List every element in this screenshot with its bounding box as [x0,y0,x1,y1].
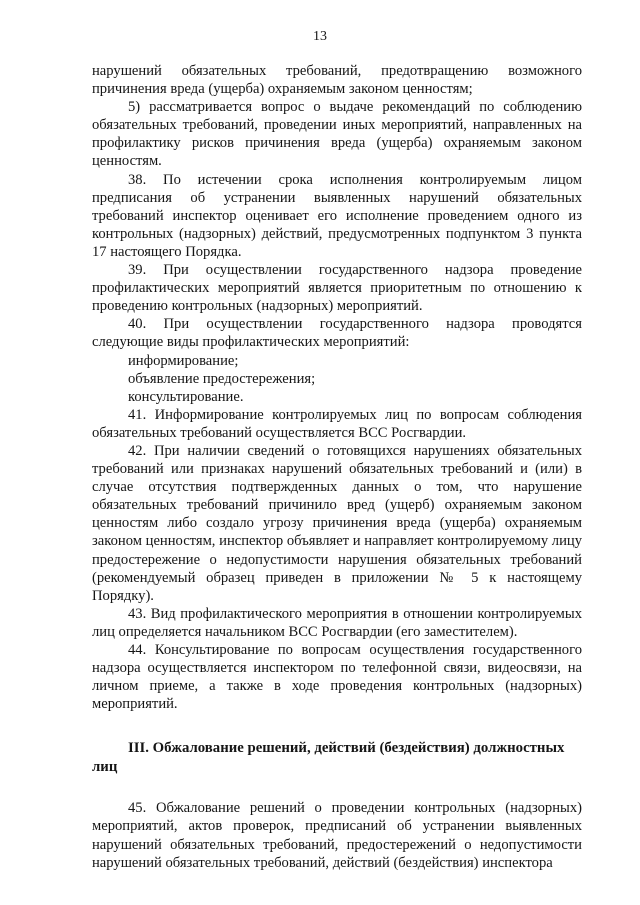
page-number: 13 [313,29,327,44]
paragraph-38: 38. По истечении срока исполнения контролируемым лицом предписания об устранении выявленных нарушений обязательных требований инспектор оценивает его исполнение проведением одного из контрольных (надзорных) действий, предусмотренных подпунктом 3 пункта 17 настоящего Порядка. [92,171,582,260]
list-item-warning: объявление предостережения; [128,370,316,387]
section-heading: III. Обжалование решений, действий (бездействия) должностных лиц [92,740,565,775]
paragraph-41: 41. Информирование контролируемых лиц по вопросам соблюдения обязательных требований осуществляется ВСС Росгвардии. [92,406,582,441]
paragraph-item-5: 5) рассматривается вопрос о выдаче рекомендаций по соблюдению обязательных требований, проведении иных мероприятий, направленных на профилактику рисков причинения вреда (ущерба) охраняемым законом ценностям. [92,99,582,170]
paragraph-continuation: нарушений обязательных требований, предотвращению возможного причинения вреда (ущерба) охраняемым законом ценностям; [92,63,582,98]
paragraph-43: 43. Вид профилактического мероприятия в отношении контролируемых лиц определяется начальником ВСС Росгвардии (его заместителем). [92,605,582,640]
paragraph-44: 44. Консультирование по вопросам осуществления государственного надзора осуществляется инспектором по телефонной связи, видеосвязи, на личном приеме, а также в ходе проведения контрольных (надзорных) мероприятий. [92,642,582,713]
list-item-consulting: консультирование. [128,388,244,405]
paragraph-40: 40. При осуществлении государственного надзора проводятся следующие виды профилактических мероприятий: [92,316,582,351]
paragraph-39: 39. При осуществлении государственного надзора проведение профилактических мероприятий является приоритетным по отношению к проведению контрольных (надзорных) мероприятий. [92,262,582,315]
document-body [92,62,582,872]
paragraph-45: 45. Обжалование решений о проведении контрольных (надзорных) мероприятий, актов проверок, предписаний об устранении выявленных нарушений обязательных требований, предостережений о недопустимости нарушений обязательных требований, действий (бездействия) инспектора [92,800,582,871]
paragraph-42: 42. При наличии сведений о готовящихся нарушениях обязательных требований или признаках нарушений обязательных требований и (или) в случае отсутствия подтвержденных данных о том, что нарушение обязательных требований причинило вред (ущерб) охраняемым законом ценностям либо создало угрозу причинения вреда (ущерба) охраняемым законом ценностям, инспектор объявляет и направляет контролируемому лицу предостережение о недопустимости нарушения обязательных требований (рекомендуемый образец приведен в приложении № 5 к настоящему Порядку). [92,442,582,604]
list-item-informing: информирование; [128,352,239,369]
